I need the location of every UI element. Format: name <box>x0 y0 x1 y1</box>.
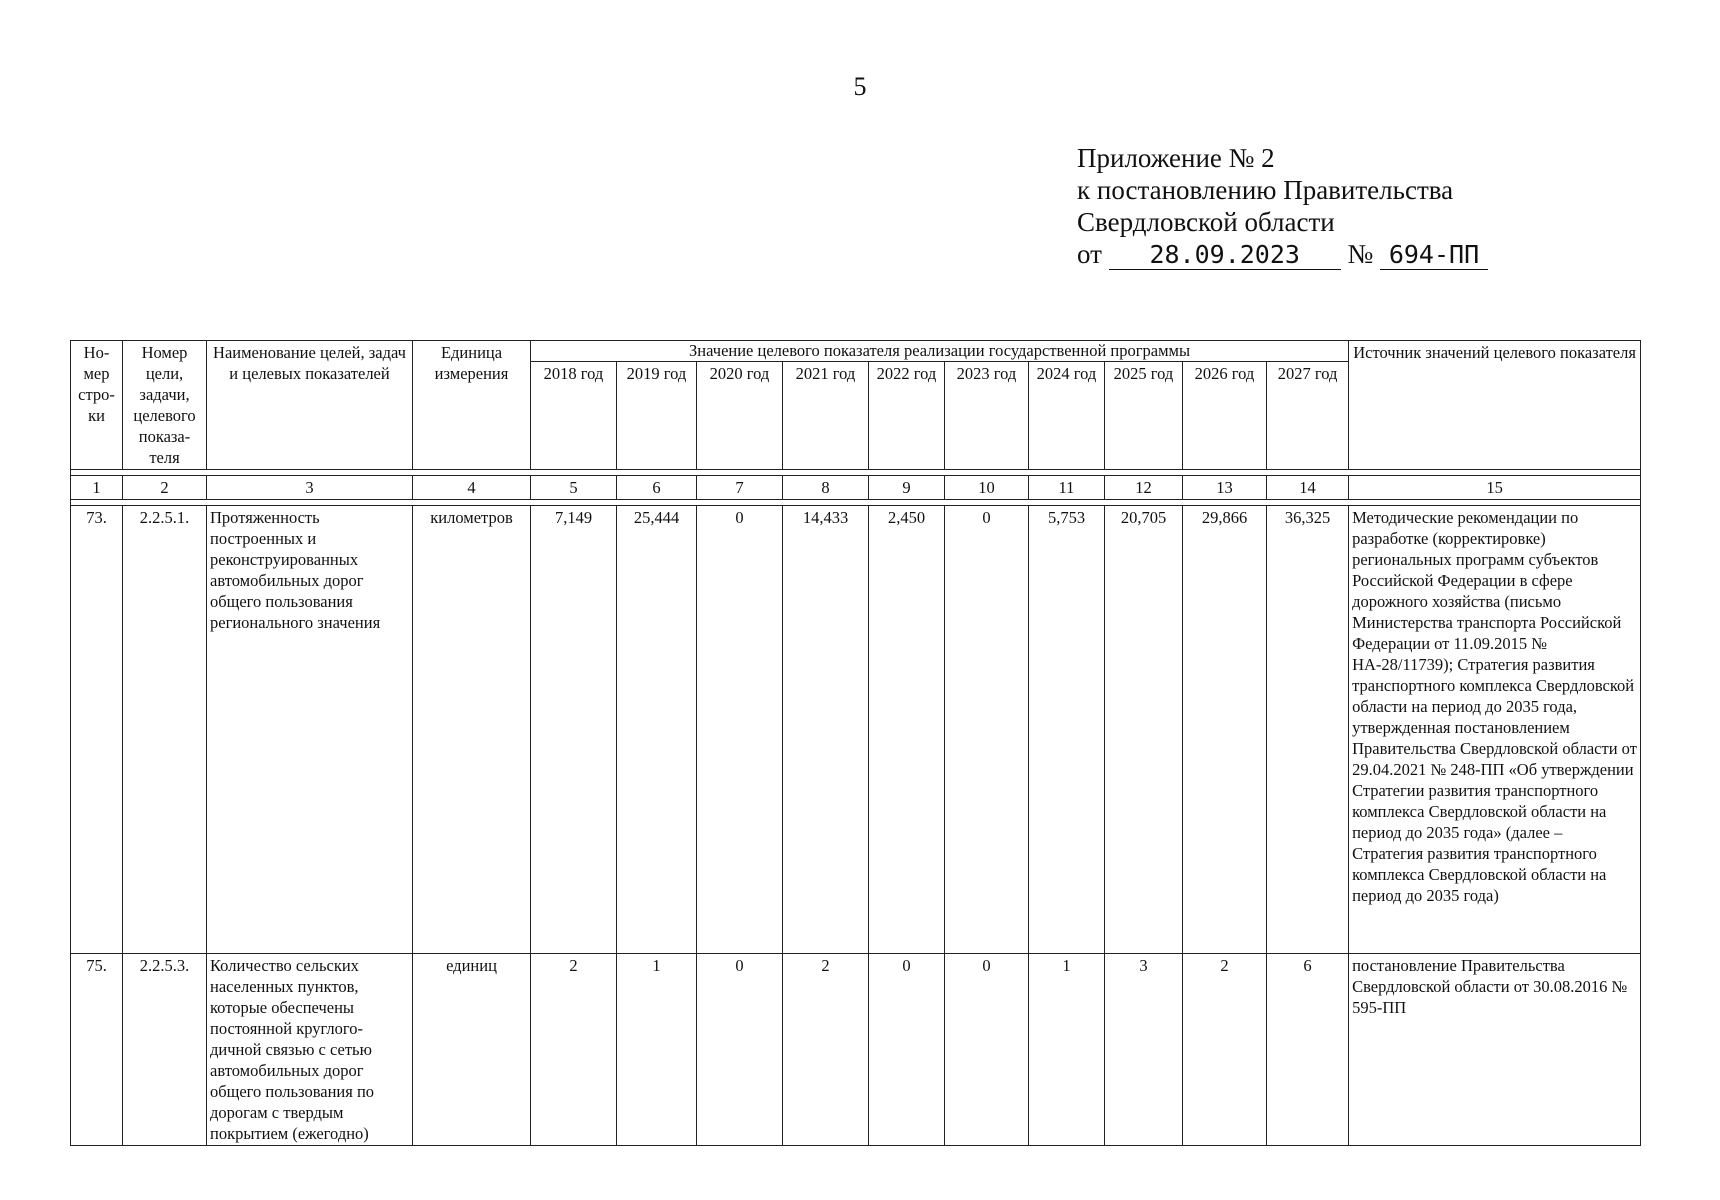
page-number: 5 <box>853 72 867 101</box>
value-2019: 25,444 <box>617 506 697 954</box>
value-2023: 0 <box>945 506 1029 954</box>
column-number: 11 <box>1029 476 1105 500</box>
header-year-2025: 2025 год <box>1105 362 1183 470</box>
column-number: 5 <box>531 476 617 500</box>
number-prefix: № <box>1347 239 1374 269</box>
value-2018: 7,149 <box>531 506 617 954</box>
column-number: 7 <box>697 476 783 500</box>
column-number: 10 <box>945 476 1029 500</box>
value-2025: 3 <box>1105 954 1183 1146</box>
header-name: Наименование целей, задач и целевых показателей <box>207 341 413 470</box>
column-number: 13 <box>1183 476 1267 500</box>
table-row <box>71 954 1641 1146</box>
value-2021: 14,433 <box>783 506 869 954</box>
appendix-signature-row <box>1077 238 1488 270</box>
header-value-group: Значение целевого показателя реализации государственной программы <box>531 341 1349 362</box>
indicator-code: 2.2.5.1. <box>123 506 207 954</box>
value-2024: 5,753 <box>1029 506 1105 954</box>
column-number: 9 <box>869 476 945 500</box>
header-year-2027: 2027 год <box>1267 362 1349 470</box>
value-2022: 0 <box>869 954 945 1146</box>
header-goal-no: Номер цели, задачи, целевого показа-теля <box>123 341 207 470</box>
value-2018: 2 <box>531 954 617 1146</box>
value-2027: 6 <box>1267 954 1349 1146</box>
indicator-unit: километров <box>413 506 531 954</box>
decree-date: 28.09.2023 <box>1109 241 1341 270</box>
decree-number: 694-ПП <box>1380 241 1488 270</box>
column-number: 4 <box>413 476 531 500</box>
column-number-row <box>71 476 1641 500</box>
indicator-code: 2.2.5.3. <box>123 954 207 1146</box>
appendix-line-2: к постановлению Правительства <box>1077 175 1454 205</box>
column-number: 12 <box>1105 476 1183 500</box>
indicator-name: Протяженность построенных и реконструированных автомобильных дорог общего пользования регионального значения <box>207 506 413 954</box>
value-2026: 2 <box>1183 954 1267 1146</box>
value-2027: 36,325 <box>1267 506 1349 954</box>
header-unit: Единица измерения <box>413 341 531 470</box>
column-number: 14 <box>1267 476 1349 500</box>
column-number: 1 <box>71 476 123 500</box>
header-year-2022: 2022 год <box>869 362 945 470</box>
date-prefix: от <box>1077 239 1102 269</box>
indicator-unit: единиц <box>413 954 531 1146</box>
header-year-2026: 2026 год <box>1183 362 1267 470</box>
indicator-source: Методические рекомендации по разработке (корректировке) региональных программ субъектов Российской Федерации в сфере дорожного хозяйства (письмо Министерства транспорта Российской Федерации от 11.09.2015 № НА-28/11739); Стратегия развития транспортного комплекса Свердловской области на период до 2035 года, утвержденная постановлением Правительства Свердловской области от 29.04.2021 № 248-ПП «Об утверждении Стратегии развития транспортного комплекса Свердловской области на период до 2035 года» (далее – Стратегия развития транспортного комплекса Свердловской области на период до 2035 года) <box>1349 506 1641 954</box>
value-2025: 20,705 <box>1105 506 1183 954</box>
appendix-title: Приложение № 2 <box>1077 143 1275 173</box>
row-number: 75. <box>71 954 123 1146</box>
indicator-source: постановление Правительства Свердловской области от 30.08.2016 № 595-ПП <box>1349 954 1641 1146</box>
value-2022: 2,450 <box>869 506 945 954</box>
header-row-1 <box>71 341 1641 362</box>
header-year-2019: 2019 год <box>617 362 697 470</box>
row-number: 73. <box>71 506 123 954</box>
value-2021: 2 <box>783 954 869 1146</box>
value-2019: 1 <box>617 954 697 1146</box>
header-row-no: Но-мер стро-ки <box>71 341 123 470</box>
appendix-line-3: Свердловской области <box>1077 207 1335 237</box>
column-number: 15 <box>1349 476 1641 500</box>
value-2023: 0 <box>945 954 1029 1146</box>
header-source: Источник значений целевого показателя <box>1349 341 1641 470</box>
header-year-2023: 2023 год <box>945 362 1029 470</box>
value-2026: 29,866 <box>1183 506 1267 954</box>
column-number: 2 <box>123 476 207 500</box>
header-year-2024: 2024 год <box>1029 362 1105 470</box>
header-year-2018: 2018 год <box>531 362 617 470</box>
value-2020: 0 <box>697 954 783 1146</box>
column-number: 3 <box>207 476 413 500</box>
value-2020: 0 <box>697 506 783 954</box>
header-year-2020: 2020 год <box>697 362 783 470</box>
indicators-table <box>70 340 1641 1146</box>
appendix-block <box>1077 142 1488 270</box>
column-number: 6 <box>617 476 697 500</box>
indicator-name: Количество сельских населенных пунктов, которые обеспечены постоянной круглого-дичной связью с сетью автомобильных дорог общего пользования по дорогам с твердым покрытием (ежегодно) <box>207 954 413 1146</box>
column-number: 8 <box>783 476 869 500</box>
header-year-2021: 2021 год <box>783 362 869 470</box>
value-2024: 1 <box>1029 954 1105 1146</box>
table-row <box>71 506 1641 954</box>
